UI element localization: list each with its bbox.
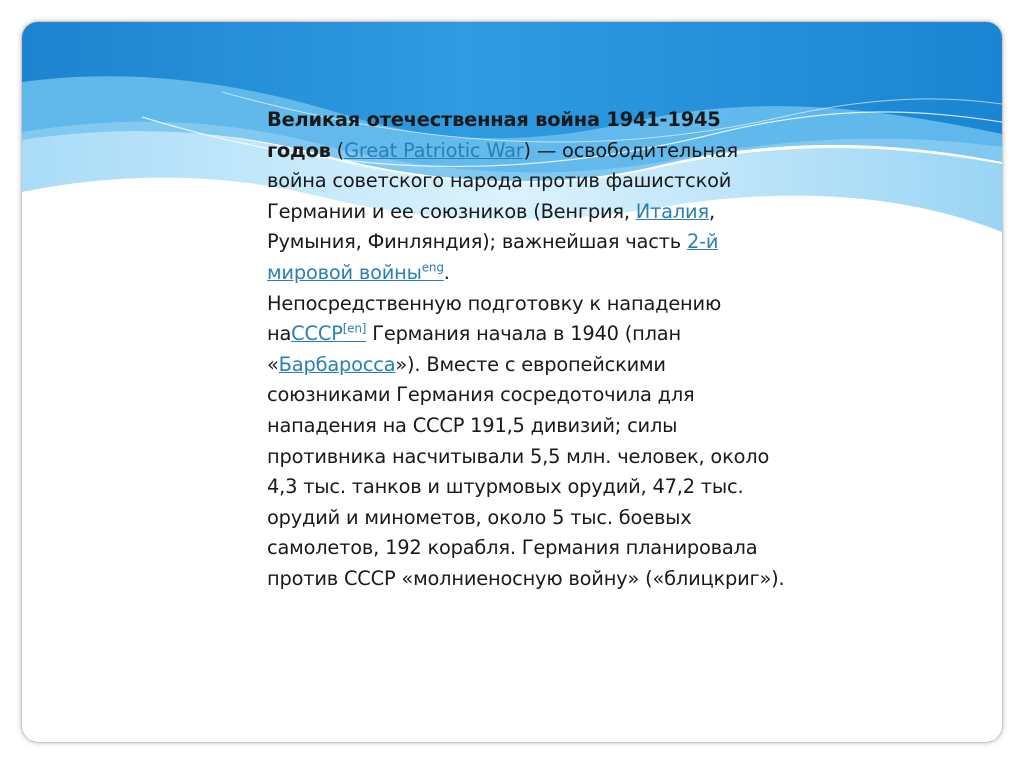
text-para2-mid: Германия начала в 1940 (план «	[267, 322, 681, 376]
link-ussr[interactable]	[291, 322, 366, 345]
text-para2-start: Непосредственную подготовку к нападению на	[267, 291, 722, 346]
link-italy[interactable]: Италия	[635, 199, 709, 223]
sup-en: [en]	[342, 321, 367, 336]
slide	[22, 22, 1002, 742]
text-para2-end: »). Вместе с европейскими союзниками Германия сосредоточила для нападения на СССР 191,5 дивизий; силы противника насчитывали 5,5 млн. человек, около 4,3 тыс. танков и штурмовых орудий, 47,2 тыс. орудий и минометов, около 5 тыс. боевых самолетов, 192 корабля. Германия планировала против СССР «молниеносную войну» («блицкриг»).	[267, 352, 785, 590]
link-ww2-label: 2-й мировой войны	[267, 230, 719, 284]
link-great-patriotic-war[interactable]: Great Patriotic War	[344, 138, 524, 162]
text-open-paren: (	[330, 138, 345, 162]
sup-eng: eng	[421, 260, 444, 275]
link-ussr-label: СССР	[291, 322, 343, 346]
text-period1: .	[443, 260, 450, 284]
slide-text	[267, 105, 787, 595]
link-barbarossa[interactable]: Барбаросса	[278, 352, 396, 376]
text-after-italy: , Румыния, Финляндия); важнейшая часть	[267, 199, 715, 254]
text-after-link1: ) — освободительная война советского народа против фашистской Германии и ее союзников (Венгрия,	[267, 138, 738, 223]
heading-bold: Великая отечественная война 1941-1945 годов	[267, 108, 721, 162]
